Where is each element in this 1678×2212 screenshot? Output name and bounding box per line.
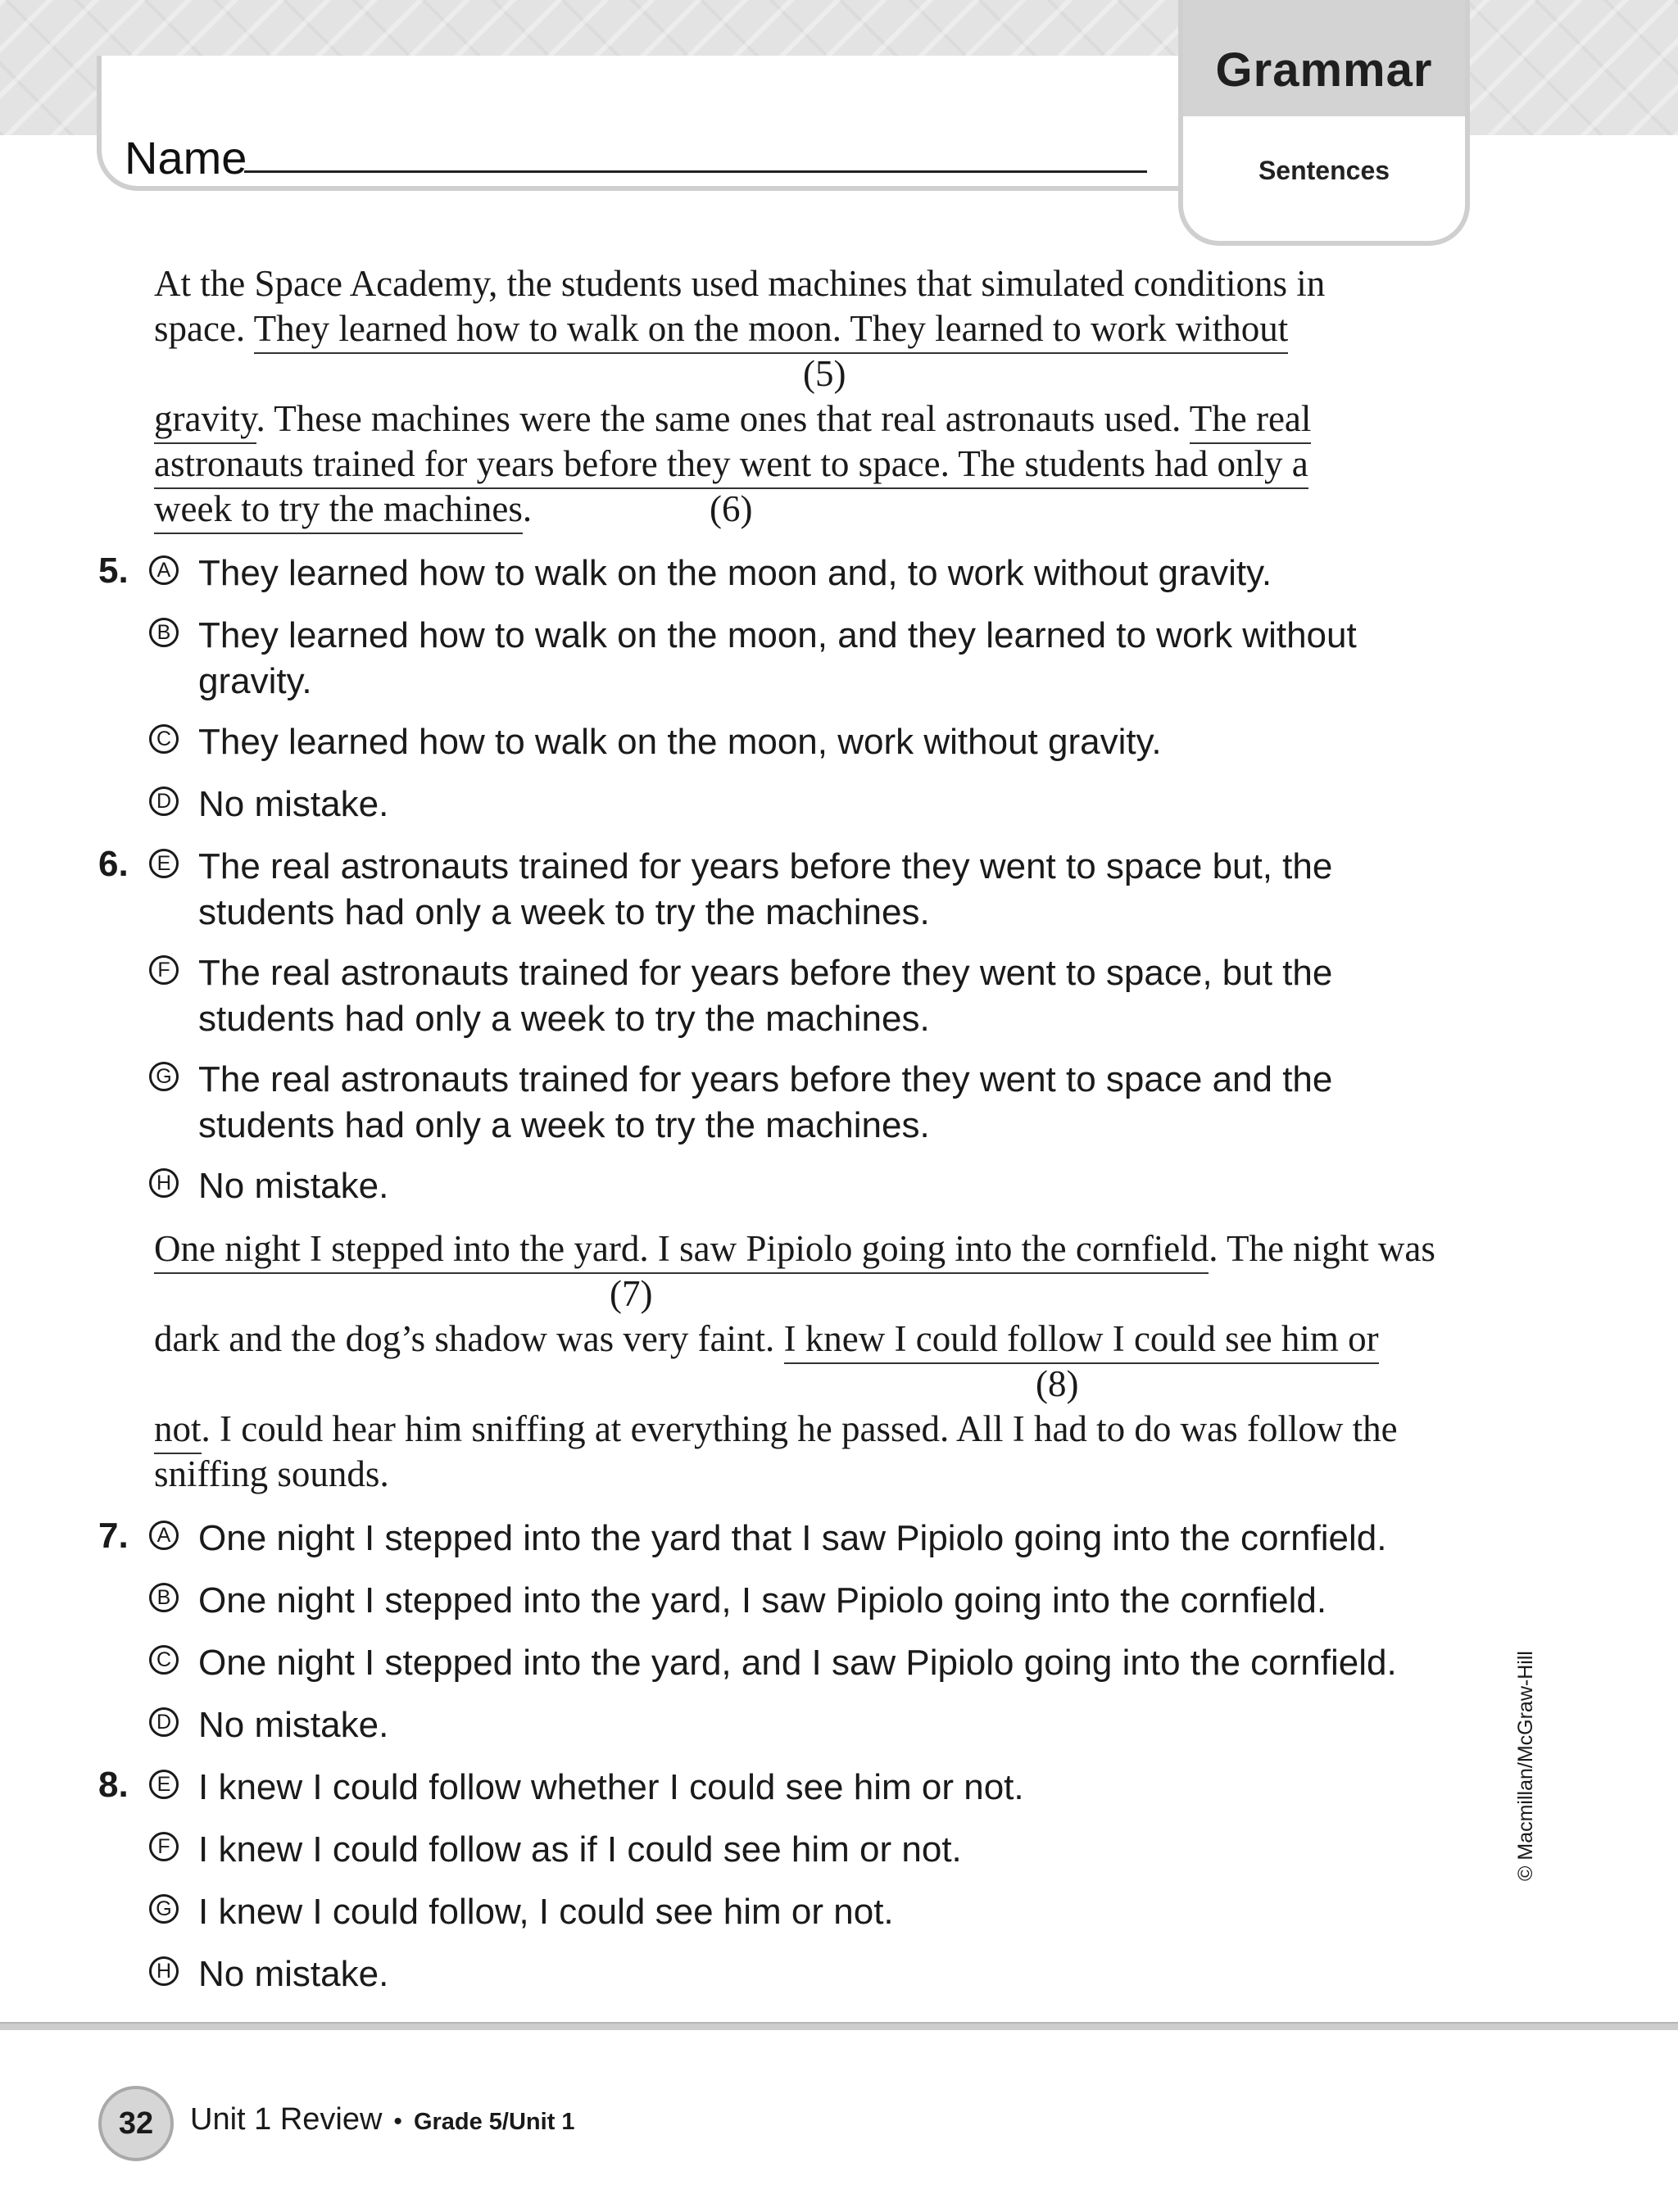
- page-number: 32: [98, 2086, 174, 2161]
- question-number: 5.: [98, 551, 129, 591]
- option-text: I knew I could follow, I could see him or not.: [198, 1892, 894, 1932]
- section-marker-8: (8): [1036, 1363, 1079, 1404]
- option-text: One night I stepped into the yard, and I saw Pipiolo going into the cornfield.: [198, 1643, 1397, 1683]
- option-bubble-icon[interactable]: H: [149, 1956, 179, 1986]
- option-bubble-icon[interactable]: B: [149, 618, 179, 647]
- underlined-section-6-cont: astronauts trained for years before they went to space. The students had only a: [154, 443, 1308, 489]
- question-number: 7.: [98, 1516, 129, 1556]
- option-bubble-icon[interactable]: F: [149, 1832, 179, 1861]
- option-bubble-icon[interactable]: D: [149, 1707, 179, 1737]
- option-text: They learned how to walk on the moon, work without gravity.: [198, 722, 1162, 762]
- option-text: The real astronauts trained for years before they went to space but, the students had only a week to try the machines.: [198, 846, 1333, 932]
- option-text: No mistake.: [198, 784, 389, 824]
- passage-2-text: . I could hear him sniffing at everything he passed. All I had to do was follow the: [201, 1408, 1398, 1449]
- option-text: They learned how to walk on the moon, and they learned to work without gravity.: [198, 615, 1357, 701]
- passage-2-text: dark and the dog’s shadow was very faint.: [154, 1318, 784, 1359]
- option-text: No mistake.: [198, 1705, 389, 1745]
- footer-grade: Grade 5/Unit 1: [413, 2109, 575, 2135]
- question-number: 6.: [98, 844, 129, 884]
- option-bubble-icon[interactable]: B: [149, 1583, 179, 1612]
- section-title: Grammar: [1215, 43, 1433, 97]
- underlined-section-7: One night I stepped into the yard. I saw Pipiolo going into the cornfield: [154, 1228, 1209, 1274]
- footer-caption: [190, 2102, 575, 2137]
- option-text: The real astronauts trained for years before they went to space, but the students had only a week to try the machines.: [198, 953, 1333, 1039]
- section-marker-5: (5): [803, 353, 846, 394]
- name-label: Name: [125, 132, 247, 184]
- question-number: 8.: [98, 1765, 129, 1805]
- underlined-section-5: They learned how to walk on the moon. They learned to work without: [254, 308, 1289, 354]
- passage-2-line-2: [154, 1317, 1379, 1360]
- passage-1-text: .: [522, 488, 533, 529]
- option-text: They learned how to walk on the moon and, to work without gravity.: [198, 553, 1272, 593]
- footer-unit-review: Unit 1 Review: [190, 2102, 383, 2137]
- underlined-section-8: I knew I could follow I could see him or: [784, 1318, 1379, 1364]
- passage-2-line-3: [154, 1407, 1398, 1450]
- passage-2-line-1: [154, 1227, 1435, 1270]
- passage-2-text: . The night was: [1209, 1228, 1435, 1269]
- underlined-section-6-end: week to try the machines: [154, 488, 523, 534]
- passage-1-line-5: [154, 487, 532, 530]
- option-text: I knew I could follow whether I could see him or not.: [198, 1767, 1024, 1807]
- copyright-notice: © Macmillan/McGraw-Hill: [1514, 1651, 1537, 1881]
- option-bubble-icon[interactable]: A: [149, 1521, 179, 1550]
- option-text: One night I stepped into the yard, I saw Pipiolo going into the cornfield.: [198, 1580, 1327, 1620]
- passage-1-line-4: [154, 442, 1308, 485]
- bullet-icon: •: [393, 2108, 402, 2135]
- underlined-section-5-end: gravity: [154, 398, 256, 444]
- footer-divider: [0, 2022, 1678, 2030]
- option-bubble-icon[interactable]: A: [149, 555, 179, 585]
- option-bubble-icon[interactable]: F: [149, 955, 179, 985]
- underlined-section-6: The real: [1190, 398, 1312, 444]
- option-bubble-icon[interactable]: C: [149, 724, 179, 754]
- section-marker-6: (6): [710, 488, 753, 529]
- option-bubble-icon[interactable]: E: [149, 849, 179, 878]
- option-text: I knew I could follow as if I could see him or not.: [198, 1829, 962, 1870]
- option-bubble-icon[interactable]: E: [149, 1770, 179, 1799]
- option-bubble-icon[interactable]: D: [149, 786, 179, 816]
- option-text: No mistake.: [198, 1166, 389, 1206]
- option-bubble-icon[interactable]: G: [149, 1894, 179, 1924]
- name-line[interactable]: [244, 170, 1147, 173]
- passage-1-text: . These machines were the same ones that real astronauts used.: [256, 398, 1190, 439]
- passage-1-line-3: [154, 397, 1311, 440]
- passage-2-line-4: sniffing sounds.: [154, 1453, 389, 1494]
- underlined-section-8-end: not: [154, 1408, 202, 1454]
- section-tab: [1178, 0, 1470, 246]
- section-subtitle: Sentences: [1258, 156, 1390, 185]
- option-text: No mistake.: [198, 1954, 389, 1994]
- passage-1-line-2: [154, 307, 1288, 350]
- option-bubble-icon[interactable]: H: [149, 1168, 179, 1198]
- option-bubble-icon[interactable]: G: [149, 1062, 179, 1091]
- passage-1-line-1: At the Space Academy, the students used machines that simulated conditions in: [154, 263, 1326, 304]
- option-bubble-icon[interactable]: C: [149, 1645, 179, 1675]
- option-text: The real astronauts trained for years before they went to space and the students had only a week to try the machines.: [198, 1059, 1333, 1145]
- option-text: One night I stepped into the yard that I saw Pipiolo going into the cornfield.: [198, 1518, 1387, 1558]
- passage-1-text: space.: [154, 308, 254, 349]
- section-marker-7: (7): [610, 1273, 653, 1314]
